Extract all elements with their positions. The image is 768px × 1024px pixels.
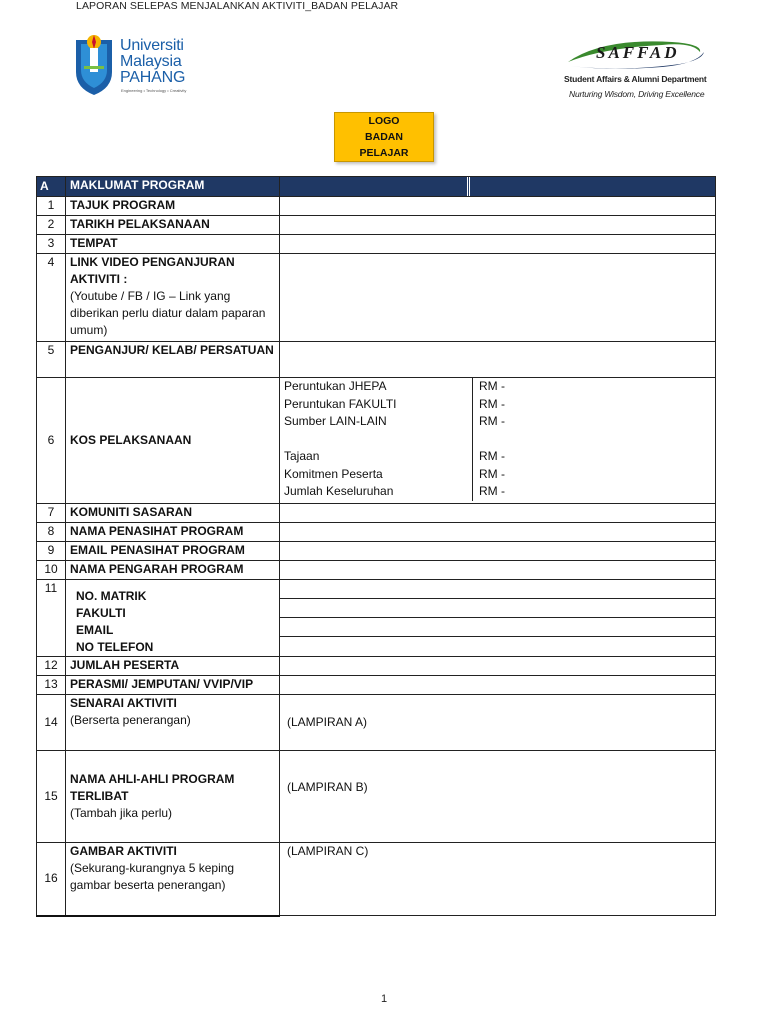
table-row (37, 216, 716, 235)
row-label-ahli-program-title: NAMA AHLI-AHLI PROGRAM TERLIBAT (70, 772, 235, 803)
ump-logo-tagline: Engineering • Technology • Creativity (121, 88, 187, 93)
row-number: 5 (37, 342, 66, 378)
answer-cell-no-matrik[interactable] (280, 580, 715, 599)
field-label-no-telefon: NO TELEFON (76, 640, 154, 654)
cost-item-amount[interactable]: RM - (472, 413, 715, 431)
cost-item-amount[interactable]: RM - (472, 483, 715, 501)
saffad-logo-name: SAFFAD (596, 43, 680, 62)
cost-item-amount[interactable]: RM - (472, 378, 715, 396)
table-row (37, 843, 716, 916)
answer-cell-nama-penasihat[interactable] (280, 523, 716, 542)
lampiran-c-cell[interactable]: (LAMPIRAN C) (280, 843, 716, 916)
ump-logo (74, 32, 204, 98)
field-label-email: EMAIL (76, 623, 114, 637)
table-row (37, 561, 716, 580)
table-row (37, 197, 716, 216)
table-row (37, 504, 716, 523)
row-label-senarai-aktiviti-title: SENARAI AKTIVITI (70, 696, 177, 710)
ump-shield-icon (74, 32, 114, 96)
section-title: MAKLUMAT PROGRAM (66, 177, 280, 197)
row-number: 2 (37, 216, 66, 235)
row-label-email-penasihat: EMAIL PENASIHAT PROGRAM (66, 542, 280, 561)
row-label-gambar-aktiviti-title: GAMBAR AKTIVITI (70, 844, 177, 858)
row-number: 9 (37, 542, 66, 561)
cost-item-label (284, 431, 474, 449)
table-row (37, 676, 716, 695)
row-label-penganjur: PENGANJUR/ KELAB/ PERSATUAN (66, 342, 280, 378)
row-label-senarai-aktiviti-note: (Berserta penerangan) (70, 713, 191, 727)
saffad-logo (560, 38, 710, 104)
table-row (37, 342, 716, 378)
answer-cell-link-video[interactable] (280, 254, 716, 342)
row-label-link-video (66, 254, 280, 342)
lampiran-b-cell[interactable]: (LAMPIRAN B) (280, 751, 716, 843)
cost-item-label: Peruntukan FAKULTI (284, 396, 397, 411)
cost-item-amount (472, 431, 715, 449)
section-header-row (37, 177, 716, 197)
ump-logo-line1: Universiti (120, 37, 184, 54)
row-label-tempat: TEMPAT (66, 235, 280, 254)
row-number: 12 (37, 657, 66, 676)
answer-cell-no-telefon[interactable] (280, 637, 715, 656)
row-number: 3 (37, 235, 66, 254)
row-number: 16 (37, 843, 66, 916)
cost-breakdown-list (284, 378, 715, 501)
program-info-table (36, 176, 716, 917)
row-label-senarai-aktiviti (66, 695, 280, 751)
table-row (37, 657, 716, 676)
student-body-logo-placeholder: LOGO BADAN PELAJAR (334, 112, 434, 162)
answer-cell-penganjur[interactable] (280, 342, 716, 378)
row-label-perasmi: PERASMI/ JEMPUTAN/ VVIP/VIP (66, 676, 280, 695)
section-header-fill (280, 177, 716, 197)
row-label-ahli-program-note: (Tambah jika perlu) (70, 806, 173, 820)
answer-cell-jumlah-peserta[interactable] (280, 657, 716, 676)
row-label-jumlah-peserta: JUMLAH PESERTA (66, 657, 280, 676)
answer-cell-fakulti[interactable] (280, 599, 715, 618)
row-label-gambar-aktiviti-note: (Sekurang-kurangnya 5 keping gambar beserta penerangan) (70, 861, 235, 892)
document-header-title: LAPORAN SELEPAS MENJALANKAN AKTIVITI_BADAN PELAJAR (76, 0, 399, 12)
row-number: 14 (37, 695, 66, 751)
table-row (37, 235, 716, 254)
row-label-tarikh: TARIKH PELAKSANAAN (66, 216, 280, 235)
section-letter: A (37, 177, 66, 197)
answer-cell-perasmi[interactable] (280, 676, 716, 695)
row-label-komuniti: KOMUNITI SASARAN (66, 504, 280, 523)
answer-cell-nama-pengarah[interactable] (280, 561, 716, 580)
row-number: 13 (37, 676, 66, 695)
ump-logo-line2: Malaysia (120, 53, 182, 70)
row-label-link-video-note: (Youtube / FB / IG – Link yang diberikan perlu diatur dalam paparan umum) (70, 289, 266, 337)
table-row (37, 254, 716, 342)
director-details-inputs (280, 580, 716, 657)
answer-cell-tarikh[interactable] (280, 216, 716, 235)
row-number: 11 (37, 580, 66, 657)
director-details-labels (66, 580, 280, 657)
table-row (37, 542, 716, 561)
row-number: 15 (37, 751, 66, 843)
saffad-department: Student Affairs & Alumni Department (564, 74, 707, 84)
row-label-link-video-title: LINK VIDEO PENGANJURAN AKTIVITI : (70, 255, 235, 286)
answer-cell-komuniti[interactable] (280, 504, 716, 523)
row-label-nama-penasihat: NAMA PENASIHAT PROGRAM (66, 523, 280, 542)
cost-item-label: Sumber LAIN-LAIN (284, 414, 387, 428)
ump-logo-line3: PAHANG (120, 69, 186, 86)
row-number: 7 (37, 504, 66, 523)
cost-item-amount[interactable]: RM - (472, 448, 715, 466)
row-label-kos: KOS PELAKSANAAN (66, 378, 280, 504)
row-number: 8 (37, 523, 66, 542)
field-label-fakulti: FAKULTI (76, 606, 126, 620)
row-number: 6 (37, 378, 66, 504)
table-row (37, 580, 716, 657)
row-number: 1 (37, 197, 66, 216)
row-label-ahli-program (66, 751, 280, 843)
saffad-motto: Nurturing Wisdom, Driving Excellence (569, 89, 705, 99)
field-label-no-matrik: NO. MATRIK (76, 589, 147, 603)
cost-breakdown-cell (280, 378, 716, 504)
row-number: 4 (37, 254, 66, 342)
cost-item-label: Komitmen Peserta (284, 466, 383, 481)
row-label-nama-pengarah: NAMA PENGARAH PROGRAM (66, 561, 280, 580)
answer-cell-email-penasihat[interactable] (280, 542, 716, 561)
cost-item-label: Jumlah Keseluruhan (284, 484, 394, 498)
answer-cell-tajuk-program[interactable] (280, 197, 716, 216)
cost-item-label: Peruntukan JHEPA (284, 379, 387, 393)
row-label-gambar-aktiviti (66, 843, 280, 916)
row-label-tajuk-program: TAJUK PROGRAM (66, 197, 280, 216)
table-row (37, 695, 716, 751)
cost-item-label: Tajaan (284, 449, 320, 463)
page-number: 1 (380, 993, 388, 1005)
answer-cell-email[interactable] (280, 618, 715, 637)
table-row (37, 751, 716, 843)
cost-item-amount[interactable]: RM - (472, 466, 715, 484)
row-number: 10 (37, 561, 66, 580)
table-row (37, 378, 716, 504)
table-row (37, 523, 716, 542)
cost-item-amount[interactable]: RM - (472, 396, 715, 414)
answer-cell-tempat[interactable] (280, 235, 716, 254)
lampiran-a-cell[interactable]: (LAMPIRAN A) (280, 695, 716, 751)
